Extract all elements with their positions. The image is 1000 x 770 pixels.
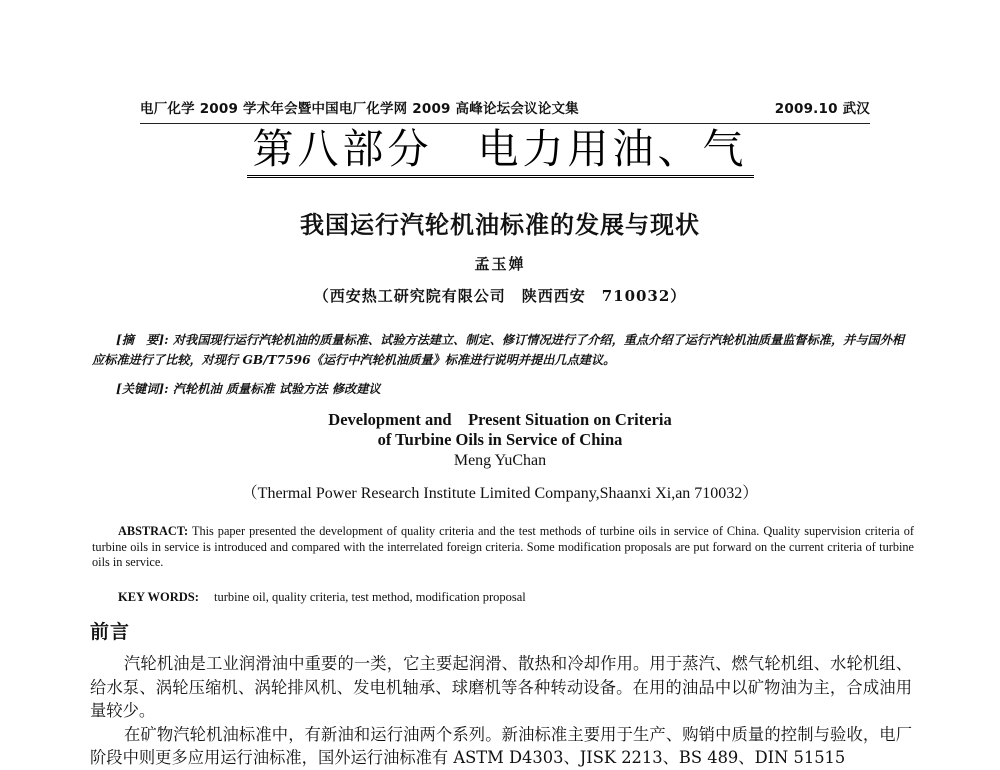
abstract-cn [92, 330, 912, 370]
part-title-text: 第八部分 电力用油、气 [247, 126, 754, 178]
abstract-cn-text: 对我国现行运行汽轮机油的质量标准、试验方法建立、制定、修订情况进行了介绍，重点介绍了运行汽轮机油质量监督标准，并与国外相应标准进行了比较，对现行 GB/T7596《运行中汽轮机油质量》标准进行说明并提出几点建议。 [92, 333, 905, 367]
author-cn: 孟玉婵 [474, 255, 526, 273]
section-heading: 前言 [90, 621, 131, 643]
paper-title-cn: 我国运行汽轮机油标准的发展与现状 [300, 210, 700, 239]
abstract-en-text: This paper presented the development of quality criteria and the test methods of turbine oils in service of China. Quality supervision criteria of turbine oils in service is introduced and compared with the interrelated foreign criteria. Some modification proposals are put forward on the current criteria of turbine oils in service. [92, 524, 914, 569]
keywords-en-label: KEY WORDS: [118, 590, 199, 604]
conference-name: 电厂化学 2009 学术年会暨中国电厂化学网 2009 高峰论坛会议论文集 [140, 101, 579, 117]
keywords-cn-label: [关键词]: [116, 382, 169, 396]
abstract-en-label: ABSTRACT: [118, 524, 189, 538]
keywords-en-text: turbine oil, quality criteria, test method, modification proposal [214, 590, 526, 604]
conference-date-place: 2009.10 武汉 [774, 101, 870, 117]
running-header [140, 97, 870, 124]
body-paragraph-1: 汽轮机油是工业润滑油中重要的一类，它主要起润滑、散热和冷却作用。用于蒸汽、燃气轮机组、水轮机组、给水泵、涡轮压缩机、涡轮排风机、发电机轴承、球磨机等各种转动设备。在用的油品中以矿物油为主，合成油用量较少。 [90, 654, 912, 720]
keywords-cn-text: 汽轮机油 质量标准 试验方法 修改建议 [172, 382, 381, 396]
affiliation-cn: （西安热工研究院有限公司 陕西西安 710032） [313, 287, 687, 305]
keywords-en [118, 590, 898, 605]
part-title [0, 126, 1000, 178]
affiliation-en: （Thermal Power Research Institute Limited Company,Shaanxi Xi,an 710032） [241, 485, 759, 502]
paper-title-en-line2: of Turbine Oils in Service of China [377, 430, 623, 449]
paper-title-en [0, 410, 1000, 450]
abstract-en [92, 524, 914, 571]
section-body [90, 652, 912, 770]
keywords-cn [116, 380, 896, 397]
author-en: Meng YuChan [453, 452, 547, 469]
paper-title-en-line1: Development and Present Situation on Criteria [328, 410, 672, 429]
abstract-cn-label: [摘 要]: [116, 333, 169, 347]
body-paragraph-2: 在矿物汽轮机油标准中，有新油和运行油两个系列。新油标准主要用于生产、购销中质量的控制与验收，电厂阶段中则更多应用运行油标准，国外运行油标准有 ASTM D4303、JISK 2213、BS 489、DIN 51515 [90, 724, 912, 767]
